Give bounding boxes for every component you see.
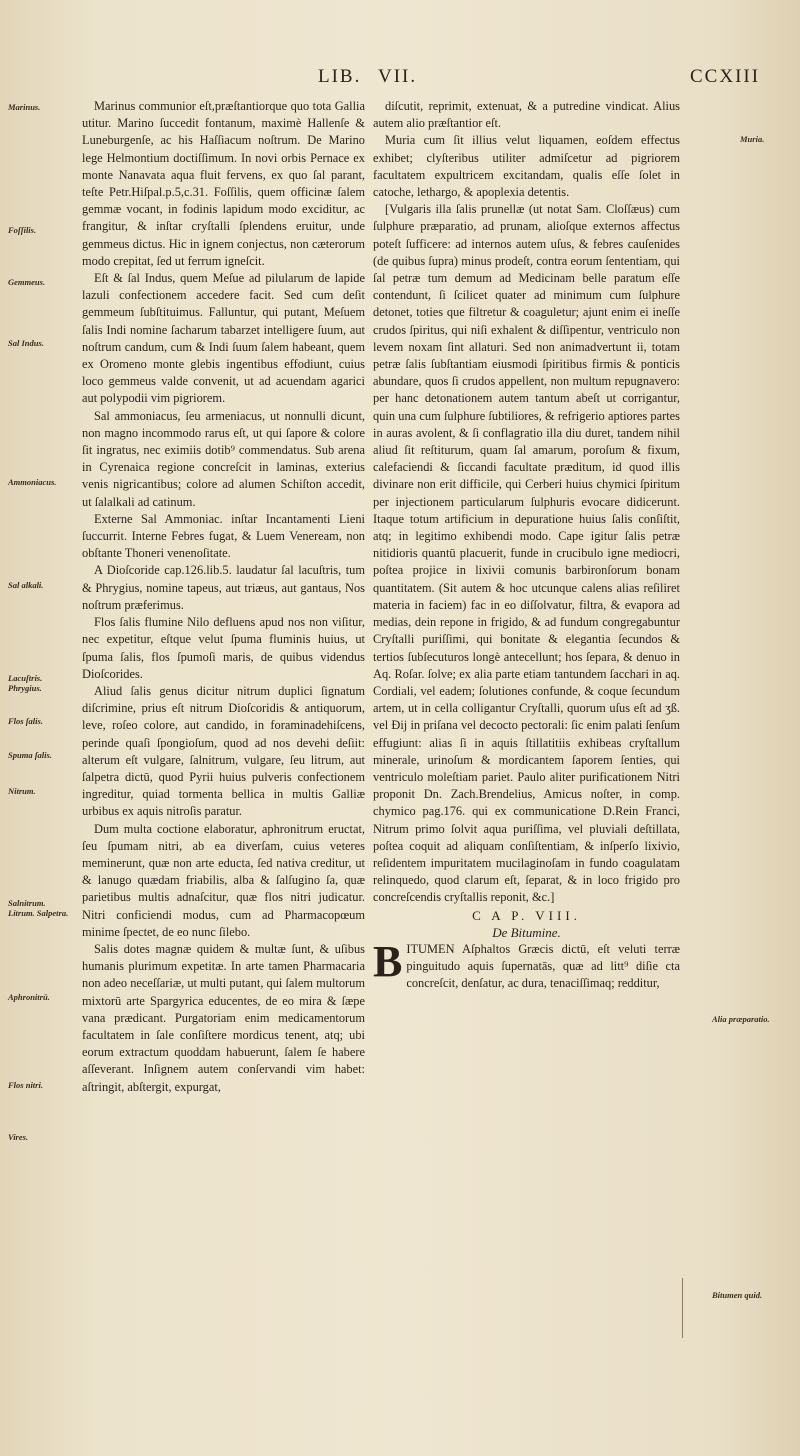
paragraph: Salis dotes magnæ quidem & multæ ſunt, & uſibus humanis plurimum expetitæ. In arte tamen Pharmacaria non adeo neceſſariæ, ut multi putant, qui ſalem multorum mixtorū arte Spargyrica educentes, de eo mira & ſæpe vana prædicant. Purgatoriam enim medicamentorum facultatem in ſale conſiſtere mordicus tenent, atq; ubi eorum extractum quoddam habuerunt, ſalem ſe habere aſſeverant. Inſignem autem conſervandi vim habet: aſtringit, abſtergit, expurgat,: [82, 941, 365, 1094]
margin-note-ammoniacus: Ammoniacus.: [8, 477, 57, 487]
margin-note-gemmeus: Gemmeus.: [8, 277, 46, 287]
chapter-opening-text: ITUMEN Aſphaltos Græcis dictū, eſt veluti terræ pinguitudo aquis ſupernatās, quæ ad litt⁹ diſie cta concreſcit, denſatur, ac dura, tenaciſſimaq; redditur,: [406, 941, 680, 991]
margin-note-fossilis: Foſſilis.: [8, 225, 37, 235]
margin-note-sal-indus: Sal Indus.: [8, 338, 44, 348]
margin-note-muria: Muria.: [740, 134, 765, 144]
running-header: [0, 66, 800, 92]
margin-note-flos-nitri: Flos nitri.: [8, 1080, 43, 1090]
chapter-opening-paragraph: [373, 936, 680, 993]
header-book-number: VII.: [378, 66, 418, 87]
margin-note-vires: Vires.: [8, 1132, 29, 1142]
header-page-number: CCXIII: [690, 66, 761, 87]
paragraph: Muria cum ſit illius velut liquamen, eoſdem effectus exhibet; clyſteribus utiliter admiſcetur ad pigriorem facultatem expultricem excitandam, qualis eſſe ſolet in catoche, lethargo, & apoplexia detentis.: [373, 133, 680, 200]
paragraph: [Vulgaris illa ſalis prunellæ (ut notat Sam. Cloſſæus) cum ſulphure præparatio, ad prunam, alioſque externos affectus poteſt ſufficere: ad internos autem uſus, & febres cauſenides (de quibus ſupra) minus prodeſt, contra eorum ſententiam, qui ſal petræ tum demum ad Medicinam belle paratum eſſe contendunt, ſi ſcilicet quater ad minimum cum ſulphure detonet, toties que filtretur & coaguletur; ajunt enim ei ineſſe crudos ſpiritus, qui niſi exhalent & diſſipentur, ventriculo non levem noxam ſint allaturi. Sed non animadvertunt ii, totam petræ ſalis ſubſtantiam eiusmodi ſpiritibus firmis & ponticis abundare, quos ſi crudos appellent, non multum repugnavero: per hanc detonationem autem tantum abeſt ut corrigantur, quin una cum ſulphure ſubtiliores, & refrigerio aptiores partes in auras avolent, & ſi conflagratio illa diu duret, tandem nihil aliud ſit reſtiturum, quam ſal amarum, poroſum & fixum, calefaciendi & ſiccandi facultate præditum, id quod illis divinare non erit difficile, qui Cerberi huius chymici ſpiritum per injectionem particularum ſulphuris evocare didicerunt. Itaque totum artificium in depuratione huius ſalis conſiſtit, atq; in legitimo exhibendi modo. Cape igitur ſalis petræ nitidioris quantū placuerit, funde in crucibulo igne mediocri, poſtea projice in lixivii comunis barbironſorum bonam quantitatem. (Sit autem & hoc utcunque calens alias reſiliret materia in faciem) fac in eo diſſolvatur, filtra, & evapora ad medias, dein repone in frigido, & ad fundum congregabuntur Cryſtalli puriſſimi, qui bonitate & elegantia ſecundos & tertios ſubſecuturos longè antecellunt; hos ſepara, & denuo in Aq. Roſar. ſolve; ex alia parte etiam tantundem ſacchari in aq. Cordiali, vel eadem; ſolutiones confunde, & coque ſecundum artem, ut in cella colligantur Cryſtalli, quorum uſus eſt ad ʒß. vel Ɖij in priſana vel decocto pectorali: ſic enim palati ſenſum effugiunt: alias ſi in aquis ſtillatitiis exhibeas cryſtallum minerale, urinoſum & mordicantem ſaporem ſenties, qui ventriculo moleſtiam pariet. Paulo aliter purificationem Nitri proponit Dn. Zach.Brendelius, Amicus noſter, in comp. chymico pag.176. qui ex communicatione D.Rein Franci, Nitrum primo ſolvit aqua puriſſima, vel pluviali deſtillata, poſtea coquit ad aliquam conſiſtentiam, & inſperſo lixivio, reſidentem impuritatem mucilaginoſam in fundo coagulatam relinquedo, quod clarum eſt, ſeparat, & in loco frigido pro concreſcendis cryſtallis reponit, &c.]: [373, 202, 680, 905]
left-column: [82, 98, 365, 1096]
paragraph: Dum multa coctione elaboratur, aphronitrum eructat, ſeu ſpumam nitri, ab ea diverſam, cuius veteres meminerunt, quæ non arte educta, ſed nativa creditur, ut & lanugo quædam friabilis, alba & ſalſugino ſa, quæ parietibus multis adnaſcitur, quæ flos nitri judicatur. Nitri conficiendi modus, cum ad Pharmacopœum minime ſpectet, de eo nunc ſilebo.: [82, 821, 365, 939]
paragraph: Sal ammoniacus, ſeu armeniacus, ut nonnulli dicunt, non magno incommodo rarus eſt, ut qui ſapore & colore ſit ingratus, nec eximiis dotib⁹ commendatus. Sub arena in Cyrenaica regione concreſcit in laminas, exterius venis nigricantibus; colore ad alumen Schiſton accedit, ut ſalalkali ad catinum.: [82, 408, 365, 509]
margin-note-salnitrum: Salnitrum. Litrum. Salpetra.: [8, 898, 69, 918]
paragraph: Eſt & ſal Indus, quem Meſue ad pilularum de lapide lazuli confectionem accedere facit. Sed cum deſit gemmeum ſubſtituimus. Falluntur, qui putant, Meſuem ſalis Indi nomine ſacharum tabarzet intelligere ſuum, aut noſtrum candum, cum & Indi ſuum ſalem habeant, quem ex Oromeno monte glebis ingentibus effodiunt, cuius loco gemmeus valde convenit, ut ad acuendam agarici aut polypodii vim pigriorem.: [82, 271, 365, 406]
margin-note-sal-alkali: Sal alkali.: [8, 580, 44, 590]
margin-rule: [682, 1278, 683, 1338]
drop-cap-letter: B: [373, 936, 403, 986]
margin-note-lacustris: Lacuſtris. Phrygius.: [8, 673, 43, 693]
paragraph: Marinus communior eſt,præſtantiorque quo tota Gallia utitur. Marino ſuccedit fontanum, maximè Hallenſe & Luneburgenſe, ac his Haſſiacum noſtrum. De Marino lege Helmontium doctiſſimum. In novi orbis Pernace ex monte Nanavata aqua fluit fervens, ex quo ſal parant, teſte Petr.Hiſpal.p.5,c.31. Foſſilis, quem officinæ ſalem gemmæ vocant, in fodinis lapidum modo exciditur, ac frangitur, & inſtar cryſtalli ſplendens eruitur, unde gemmeus dictus. Hic in ignem conjectus, non cæterorum modo crepitat, ſed ut ferrum igneſcit.: [82, 99, 365, 268]
paragraph: Aliud ſalis genus dicitur nitrum duplici ſignatum diſcrimine, prius eſt nitrum Dioſcoridis & antiquorum, leve, roſeo colore, aut candido, in foraminadehiſcens, perinde quaſi ſpongioſum, quod ad nos devehi deſiit: alterum eſt vulgare, ſalnitrum, vulgare, ſeu litrum, aut ſalpetra dictū, quod Pyrii huius pulveris confectionem ingreditur, quiad tormenta bellica in multis Galliæ urbibus ex aquis nitroſis paratur.: [82, 683, 365, 819]
paragraph: A Dioſcoride cap.126.lib.5. laudatur ſal lacuſtris, tum & Phrygius, nomine tapeus, aut triæus, aut gantaus, Nos noſtrum præferimus.: [82, 563, 365, 612]
paragraph: Flos ſalis flumine Nilo defluens apud nos non viſitur, nec expetitur, eſtque velut ſpuma fluminis huius, ut ſpuma ſalis, flos ſpumoſi maris, de quibus videndus Dioſcorides.: [82, 615, 365, 681]
right-column: [373, 98, 680, 993]
header-lib: LIB.: [318, 66, 362, 87]
margin-note-marinus: Marinus.: [8, 102, 41, 112]
margin-note-bitumen-quid: Bitumen quid.: [712, 1290, 763, 1300]
chapter-title: De Bitumine.: [492, 924, 561, 940]
paragraph: diſcutit, reprimit, extenuat, & a putredine vindicat. Alius autem alio præſtantior eſt.: [373, 99, 680, 131]
margin-note-aphronitrum: Aphronitrū.: [8, 992, 50, 1002]
chapter-heading: C A P. VIII.: [472, 907, 581, 923]
margin-note-spuma-salis: Spuma ſalis.: [8, 750, 52, 760]
margin-note-nitrum: Nitrum.: [8, 786, 36, 796]
paragraph: Externe Sal Ammoniac. inſtar Incantamenti Lieni ſuccurrit. Interne Febres fugat, & Luem Veneream, non obſtante Thoneri venenoſitate.: [82, 511, 365, 561]
margin-note-alia-praeparatio: Alia præparatio.: [712, 1014, 770, 1024]
margin-note-flos-salis: Flos ſalis.: [8, 716, 43, 726]
